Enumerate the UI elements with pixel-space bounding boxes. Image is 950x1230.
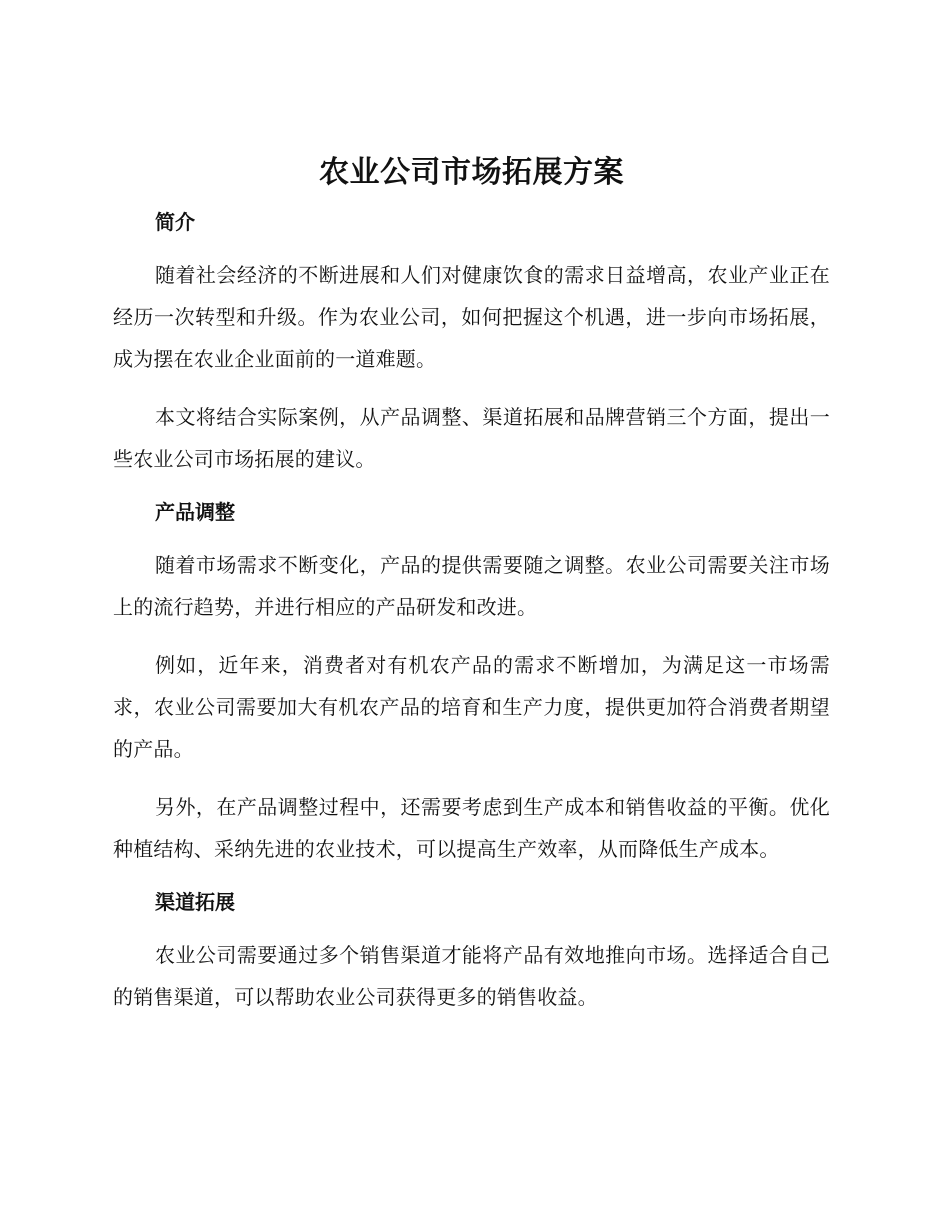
paragraph: 随着市场需求不断变化，产品的提供需要随之调整。农业公司需要关注市场上的流行趋势，并进行相应的产品研发和改进。: [113, 553, 830, 619]
document-title: 农业公司市场拓展方案: [319, 155, 624, 190]
section-heading: 简介: [155, 210, 195, 234]
section-introduction: [113, 206, 830, 496]
paragraph: 本文将结合实际案例，从产品调整、渠道拓展和品牌营销三个方面，提出一些农业公司市场拓展的建议。: [113, 405, 830, 471]
document-body: [113, 150, 830, 1018]
paragraph: 另外，在产品调整过程中，还需要考虑到生产成本和销售收益的平衡。优化种植结构、采纳先进的农业技术，可以提高生产效率，从而降低生产成本。: [113, 795, 830, 861]
paragraph: 农业公司需要通过多个销售渠道才能将产品有效地推向市场。选择适合自己的销售渠道，可以帮助农业公司获得更多的销售收益。: [113, 943, 830, 1009]
section-channel-expansion: [113, 886, 830, 1018]
section-product-adjustment: [113, 496, 830, 886]
section-heading: 渠道拓展: [155, 890, 235, 914]
paragraph: 随着社会经济的不断进展和人们对健康饮食的需求日益增高，农业产业正在经历一次转型和升级。作为农业公司，如何把握这个机遇，进一步向市场拓展，成为摆在农业企业面前的一道难题。: [113, 263, 830, 371]
section-heading: 产品调整: [155, 500, 235, 524]
paragraph: 例如，近年来，消费者对有机农产品的需求不断增加，为满足这一市场需求，农业公司需要加大有机农产品的培育和生产力度，提供更加符合消费者期望的产品。: [113, 653, 830, 761]
